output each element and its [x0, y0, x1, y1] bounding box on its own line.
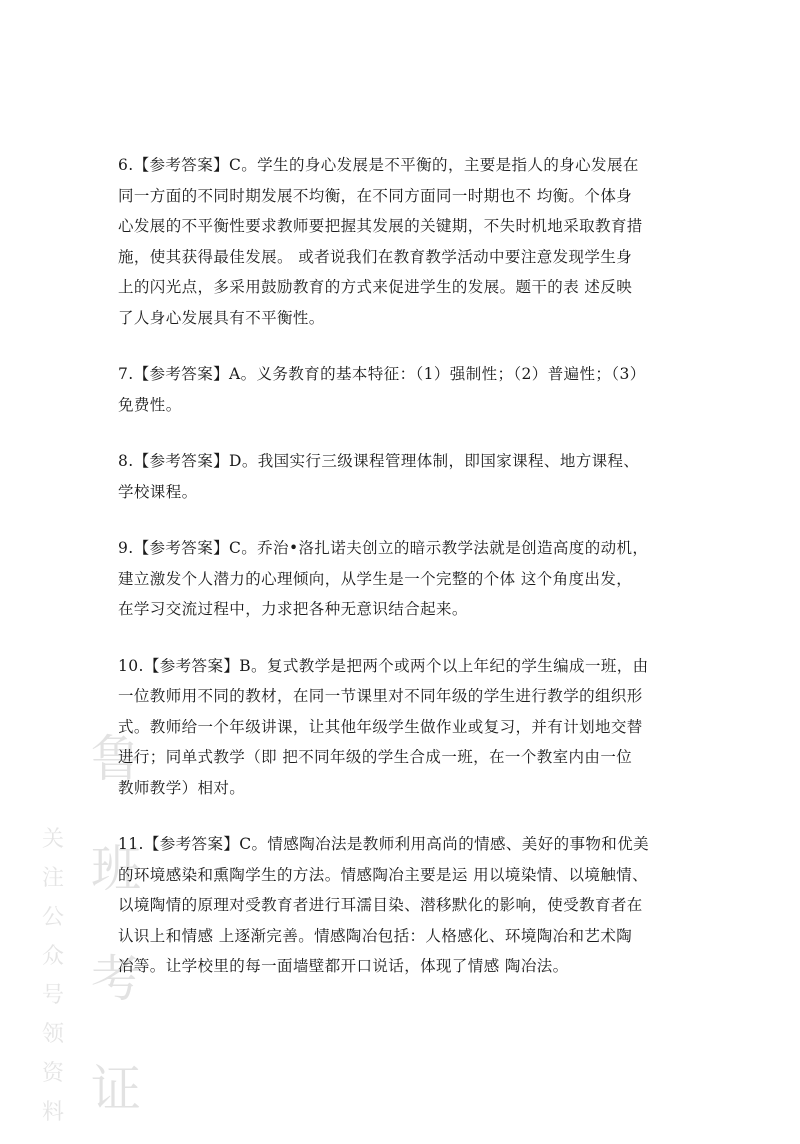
answer-line: 10.【参考答案】B。复式教学是把两个或两个以上年纪的学生编成一班，由: [118, 656, 649, 675]
answer-line: 了人身心发展具有不平衡性。: [118, 308, 325, 327]
answer-line: 7.【参考答案】A。义务教育的基本特征：（1）强制性；（2）普遍性；（3）: [118, 365, 646, 383]
answer-line: 认识上和情感 上逐渐完善。情感陶冶包括：人格感化、环境陶冶和艺术陶: [118, 926, 633, 945]
answer-line: 免费性。: [118, 395, 182, 414]
watermark-vertical-small: [38, 820, 68, 1132]
watermark-char: 资: [41, 1061, 64, 1086]
answer-line: 教师教学）相对。: [118, 778, 246, 797]
watermark-char: 考: [91, 950, 141, 1008]
watermark-char: 号: [41, 983, 64, 1008]
answer-line: 6.【参考答案】C。学生的身心发展是不平衡的，主要是指人的身心发展在: [118, 156, 639, 174]
answer-line: 式。教师给一个年级讲课，让其他年级学生做作业或复习，并有计划地交替: [118, 717, 643, 736]
answer-line: 11.【参考答案】C。情感陶冶法是教师利用高尚的情感、美好的事物和优美: [118, 835, 650, 853]
answer-6: [118, 150, 696, 333]
answer-line: 建立激发个人潜力的心理倾向，从学生是一个完整的个体 这个角度出发，: [118, 569, 633, 588]
watermark-char: 料: [41, 1100, 64, 1125]
answer-line: 学校课程。: [118, 482, 198, 501]
watermark-char: 领: [41, 1022, 64, 1047]
answer-11: [118, 829, 696, 982]
watermark-char: 鲁: [91, 730, 141, 788]
watermark-char: 众: [41, 944, 64, 969]
answer-line: 9.【参考答案】C。乔治•洛扎诺夫创立的暗示教学法就是创造高度的动机，: [118, 539, 649, 557]
answer-7: [118, 359, 696, 420]
answer-line: 进行；同单式教学（即 把不同年级的学生合成一班，在一个教室内由一位: [118, 748, 633, 766]
answer-line: 的环境感染和熏陶学生的方法。情感陶冶主要是运 用以境染情、以境触情、: [118, 865, 649, 884]
answer-line: 同一方面的不同时期发展不均衡，在不同方面同一时期也不 均衡。个体身: [118, 186, 633, 205]
watermark-char: 公: [41, 905, 64, 930]
watermark-char: 证: [91, 1060, 141, 1118]
answer-line: 以境陶情的原理对受教育者进行耳濡目染、潜移默化的影响，使受教育者在: [118, 896, 643, 914]
answer-line: 心发展的不平衡性要求教师要把握其发展的关键期，不失时机地采取教育措: [118, 217, 643, 235]
answer-line: 8.【参考答案】D。我国实行三级课程管理体制，即国家课程、地方课程、: [118, 452, 640, 470]
answer-list: [118, 150, 696, 1008]
answer-line: 一位教师用不同的教材，在同一节课里对不同年级的学生进行教学的组织形: [118, 687, 643, 705]
watermark-char: 班: [91, 840, 141, 898]
answer-line: 上的闪光点，多采用鼓励教育的方式来促进学生的发展。题干的表 述反映: [118, 278, 633, 296]
answer-10: [118, 651, 696, 804]
watermark-char: 注: [41, 866, 64, 891]
answer-8: [118, 446, 696, 507]
watermark-char: 关: [41, 827, 64, 852]
answer-line: 在学习交流过程中，力求把各种无意识结合起来。: [118, 600, 468, 618]
answer-line: 施，使其获得最佳发展。 或者说我们在教育教学活动中要注意发现学生身: [118, 247, 633, 266]
answer-line: 冶等。让学校里的每一面墙壁都开口说话，体现了情感 陶冶法。: [118, 957, 569, 975]
answer-9: [118, 533, 696, 625]
